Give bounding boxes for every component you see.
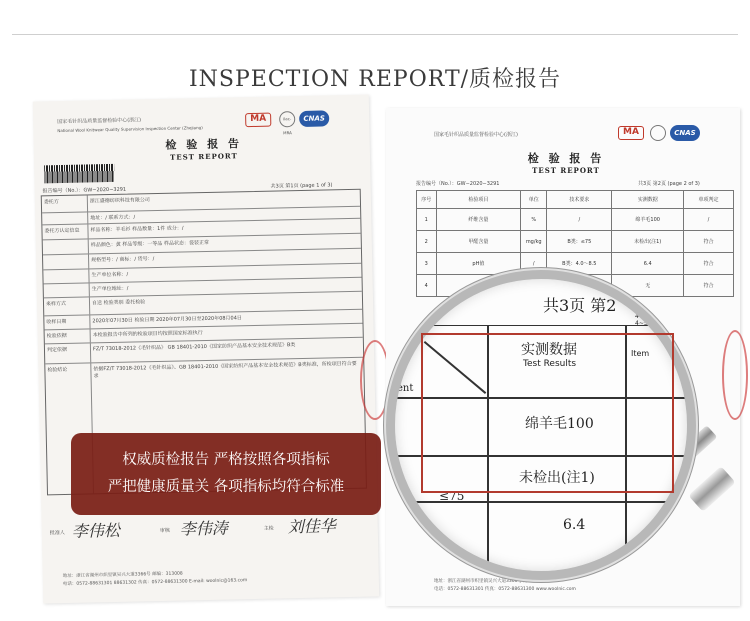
lens-formaldehyde-value: 未检出(注1) [519, 470, 595, 486]
row-value: 样品名称：羊毛衫 样品数量：1件 成分：/ [90, 225, 184, 234]
row-value: 浙江盛德纺织科技有限公司 [89, 197, 150, 205]
column-header: 单项判定 [684, 191, 734, 209]
report-number: 报告编号（No.）：GW−2020−3291 [416, 181, 500, 187]
table-row [417, 253, 734, 275]
approved-label: 批准人 [49, 529, 65, 537]
row-value: 本检验报告中所列的检验项目均按照国家标准执行 [92, 330, 203, 339]
lens-page-fragment: 共3页 第2 [543, 296, 617, 315]
approver-signature: 李伟松 [71, 520, 120, 541]
verified-label: 审核 [159, 527, 170, 535]
lens-header-cn: 实测数据 [521, 342, 577, 358]
cnas-logo: CNAS [670, 125, 700, 141]
table-cell: / [684, 209, 734, 231]
table-cell: 3 [417, 253, 437, 275]
page-title: INSPECTION REPORT/质检报告 [188, 67, 562, 92]
footer-contact: 电话：0572-88631301 88631302 传真：0572-88631300 E-mail: woolnic@163.com [62, 578, 248, 588]
row-label: 委托方认定信息 [42, 224, 88, 239]
table-cell: 无 [612, 275, 684, 297]
table-cell: 绵羊毛100 [612, 209, 684, 231]
lens-side-values: 4~5 4~5 4~5 4~5 [635, 299, 648, 327]
banner-line-1: 权威质检报告 严格按照各项指标 [122, 452, 330, 468]
report-subtitle: TEST REPORT [532, 166, 600, 175]
table-row [417, 209, 734, 231]
lens-left-fragment: ent [397, 383, 414, 394]
table-cell: % [521, 209, 547, 231]
cnas-logo: CNAS [299, 110, 329, 127]
table-row [417, 231, 734, 253]
row-value: 依据FZ/T 73018-2012《毛针织品》、GB 18401-2010《国家纺织产品基本安全技术规范》B类标准，所检项目符合要求 [93, 360, 357, 380]
row-label [43, 254, 89, 269]
table-cell: B类：4.0～8.5 [547, 253, 612, 275]
institute-name: 国家毛针织品质量监督检验中心(浙江) [57, 117, 142, 126]
results-highlight-box [421, 333, 674, 493]
row-label: 收样日期 [44, 315, 90, 329]
row-value: 生产单位地址：/ [91, 285, 129, 293]
prepared-label: 主检 [263, 525, 274, 532]
lens-requirement-fragment: ≤75 [439, 489, 465, 503]
lens-fiber-value: 绵羊毛100 [525, 416, 594, 432]
test-report-page-1 [33, 95, 379, 604]
row-value: 生产单位名称：/ [91, 271, 129, 279]
row-label: 委托方 [42, 195, 88, 212]
column-header: 单位 [521, 191, 547, 209]
row-label [43, 269, 89, 283]
page-indicator: 共3页 第1页 (page 1 of 3) [270, 182, 333, 190]
lens-header-en: Test Results [523, 359, 577, 369]
verifier-signature: 李伟涛 [179, 518, 228, 539]
institute-name-en: National Wool Knitwear Quality Supervision Inspection Center (Zhejiang) [57, 125, 203, 134]
report-number: 报告编号（No.）：GW−2020−3291 [42, 186, 127, 195]
row-label: 来样方式 [44, 297, 90, 315]
table-cell: B类：≤75 [547, 231, 612, 253]
lens-header-right: Item [631, 349, 650, 358]
footer-contact: 电话：0572-88631301 传真：0572-88631300 www.woolnic.com [434, 587, 576, 592]
table-header-row [417, 191, 734, 209]
column-header: 技术要求 [547, 191, 612, 209]
column-header: 检验项目 [436, 191, 521, 209]
report-title: 检 验 报 告 [527, 152, 605, 165]
row-value: 自送 检验类别 委托检验 [91, 299, 146, 307]
banner-line-2: 严把健康质量关 各项指标均符合标准 [107, 479, 345, 495]
table-cell: 未检出(注1) [612, 231, 684, 253]
barcode [44, 164, 114, 183]
table-cell: 4 [417, 275, 437, 297]
column-header: 实测数据 [612, 191, 684, 209]
footer-address: 地址：浙江省湖州市织里镇吴兴大道3366号 邮编：313008 [62, 571, 183, 580]
row-value: 规格型号：/ 商标：/ 货号：/ [91, 256, 155, 264]
row-label: 检验依据 [45, 329, 91, 343]
table-cell: 符合 [684, 231, 734, 253]
report-subtitle: TEST REPORT [170, 151, 238, 162]
table-cell: mg/kg [521, 231, 547, 253]
preparer-signature: 刘佳华 [287, 516, 336, 537]
row-label [42, 212, 88, 224]
table-cell: 2 [417, 231, 437, 253]
table-cell: 符合 [684, 253, 734, 275]
row-label [43, 239, 89, 254]
row-label: 判定依据 [45, 343, 91, 363]
quality-banner [71, 433, 381, 515]
table-cell: pH值 [436, 253, 521, 275]
table-cell: 1 [417, 209, 437, 231]
ilac-logo [650, 125, 666, 141]
row-value: FZ/T 73018-2012《毛针织品》 GB 18401-2010《国家纺织产品基本安全技术规范》B类 [92, 342, 296, 353]
stamp-edge-right [722, 330, 748, 420]
page-indicator: 共3页 第2页 (page 2 of 3) [638, 181, 700, 187]
top-divider [12, 34, 738, 35]
table-cell: 纤维含量 [436, 209, 521, 231]
row-value: 2020年07月30日 检验日期 2020年07月30日至2020年08月04日 [92, 315, 242, 325]
ma-logo: MA [245, 113, 271, 128]
table-cell: 符合 [684, 275, 734, 297]
row-value: 地址：/ 联系方式：/ [90, 214, 136, 222]
ilac-logo: ilac-MRA [279, 111, 295, 127]
lens-ph-value: 6.4 [563, 517, 586, 533]
row-value: 样品颜色：黄 样品等级：一等品 样品状态：袋装正常 [90, 239, 210, 249]
table-cell: 甲醛含量 [436, 231, 521, 253]
row-label [44, 283, 90, 297]
row-label: 检验结论 [45, 363, 94, 494]
ma-logo: MA [618, 126, 644, 140]
table-cell: / [547, 209, 612, 231]
table-cell: / [521, 253, 547, 275]
column-header: 序号 [417, 191, 437, 209]
report-title: 检 验 报 告 [165, 137, 243, 152]
table-cell: 6.4 [612, 253, 684, 275]
institute-name: 国家毛针织品质量监督检验中心(浙江) [434, 132, 518, 138]
footer-address: 地址：浙江省湖州市织里镇吴兴大道3366号 邮编：313008 [434, 579, 555, 584]
